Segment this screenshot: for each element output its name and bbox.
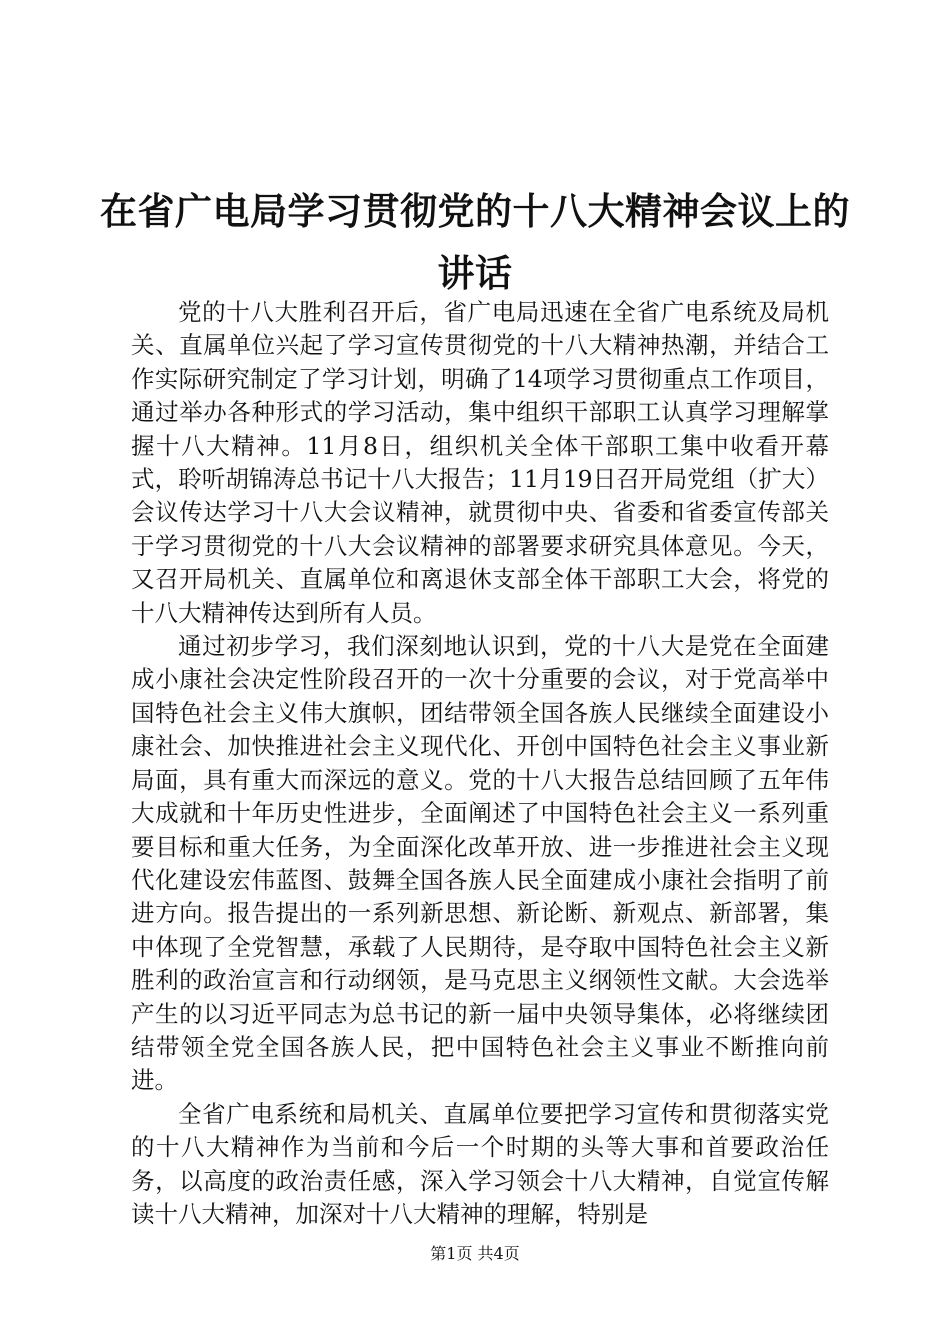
document-title: 在省广电局学习贯彻党的十八大精神会议上的讲话 xyxy=(100,189,850,295)
paragraph-2: 通过初步学习，我们深刻地认识到，党的十八大是党在全面建成小康社会决定性阶段召开的一次十分重要的会议，对于党高举中国特色社会主义伟大旗帜，团结带领全国各族人民继续全面建设小康社会、加快推进社会主义现代化、开创中国特色社会主义事业新局面，具有重大而深远的意义。党的十八大报告总结回顾了五年伟大成就和十年历史性进步，全面阐述了中国特色社会主义一系列重要目标和重大任务，为全面深化改革开放、进一步推进社会主义现代化建设宏伟蓝图、鼓舞全国各族人民全面建成小康社会指明了前进方向。报告提出的一系列新思想、新论断、新观点、新部署，集中体现了全党智慧，承载了人民期待，是夺取中国特色社会主义新胜利的政治宣言和行动纲领，是马克思主义纲领性文献。大会选举产生的以习近平同志为总书记的新一届中央领导集体，必将继续团结带领全党全国各族人民，把中国特色社会主义事业不断推向前进。 xyxy=(131,632,829,1095)
paragraph-3: 全省广电系统和局机关、直属单位要把学习宣传和贯彻落实党的十八大精神作为当前和今后一个时期的头等大事和首要政治任务，以高度的政治责任感，深入学习领会十八大精神，自觉宣传解读十八大精神，加深对十八大精神的理解，特别是 xyxy=(131,1099,829,1228)
page-number-footer: 第1页 共4页 xyxy=(430,1244,520,1263)
paragraph-1: 党的十八大胜利召开后，省广电局迅速在全省广电系统及局机关、直属单位兴起了学习宣传贯彻党的十八大精神热潮，并结合工作实际研究制定了学习计划，明确了14项学习贯彻重点工作项目，通过举办各种形式的学习活动，集中组织干部职工认真学习理解掌握十八大精神。11月8日，组织机关全体干部职工集中收看开幕式，聆听胡锦涛总书记十八大报告；11月19日召开局党组（扩大）会议传达学习十八大会议精神，就贯彻中央、省委和省委宣传部关于学习贯彻党的十八大会议精神的部署要求研究具体意见。今天，又召开局机关、直属单位和离退休支部全体干部职工大会，将党的十八大精神传达到所有人员。 xyxy=(131,298,829,627)
document-body xyxy=(131,296,829,1231)
